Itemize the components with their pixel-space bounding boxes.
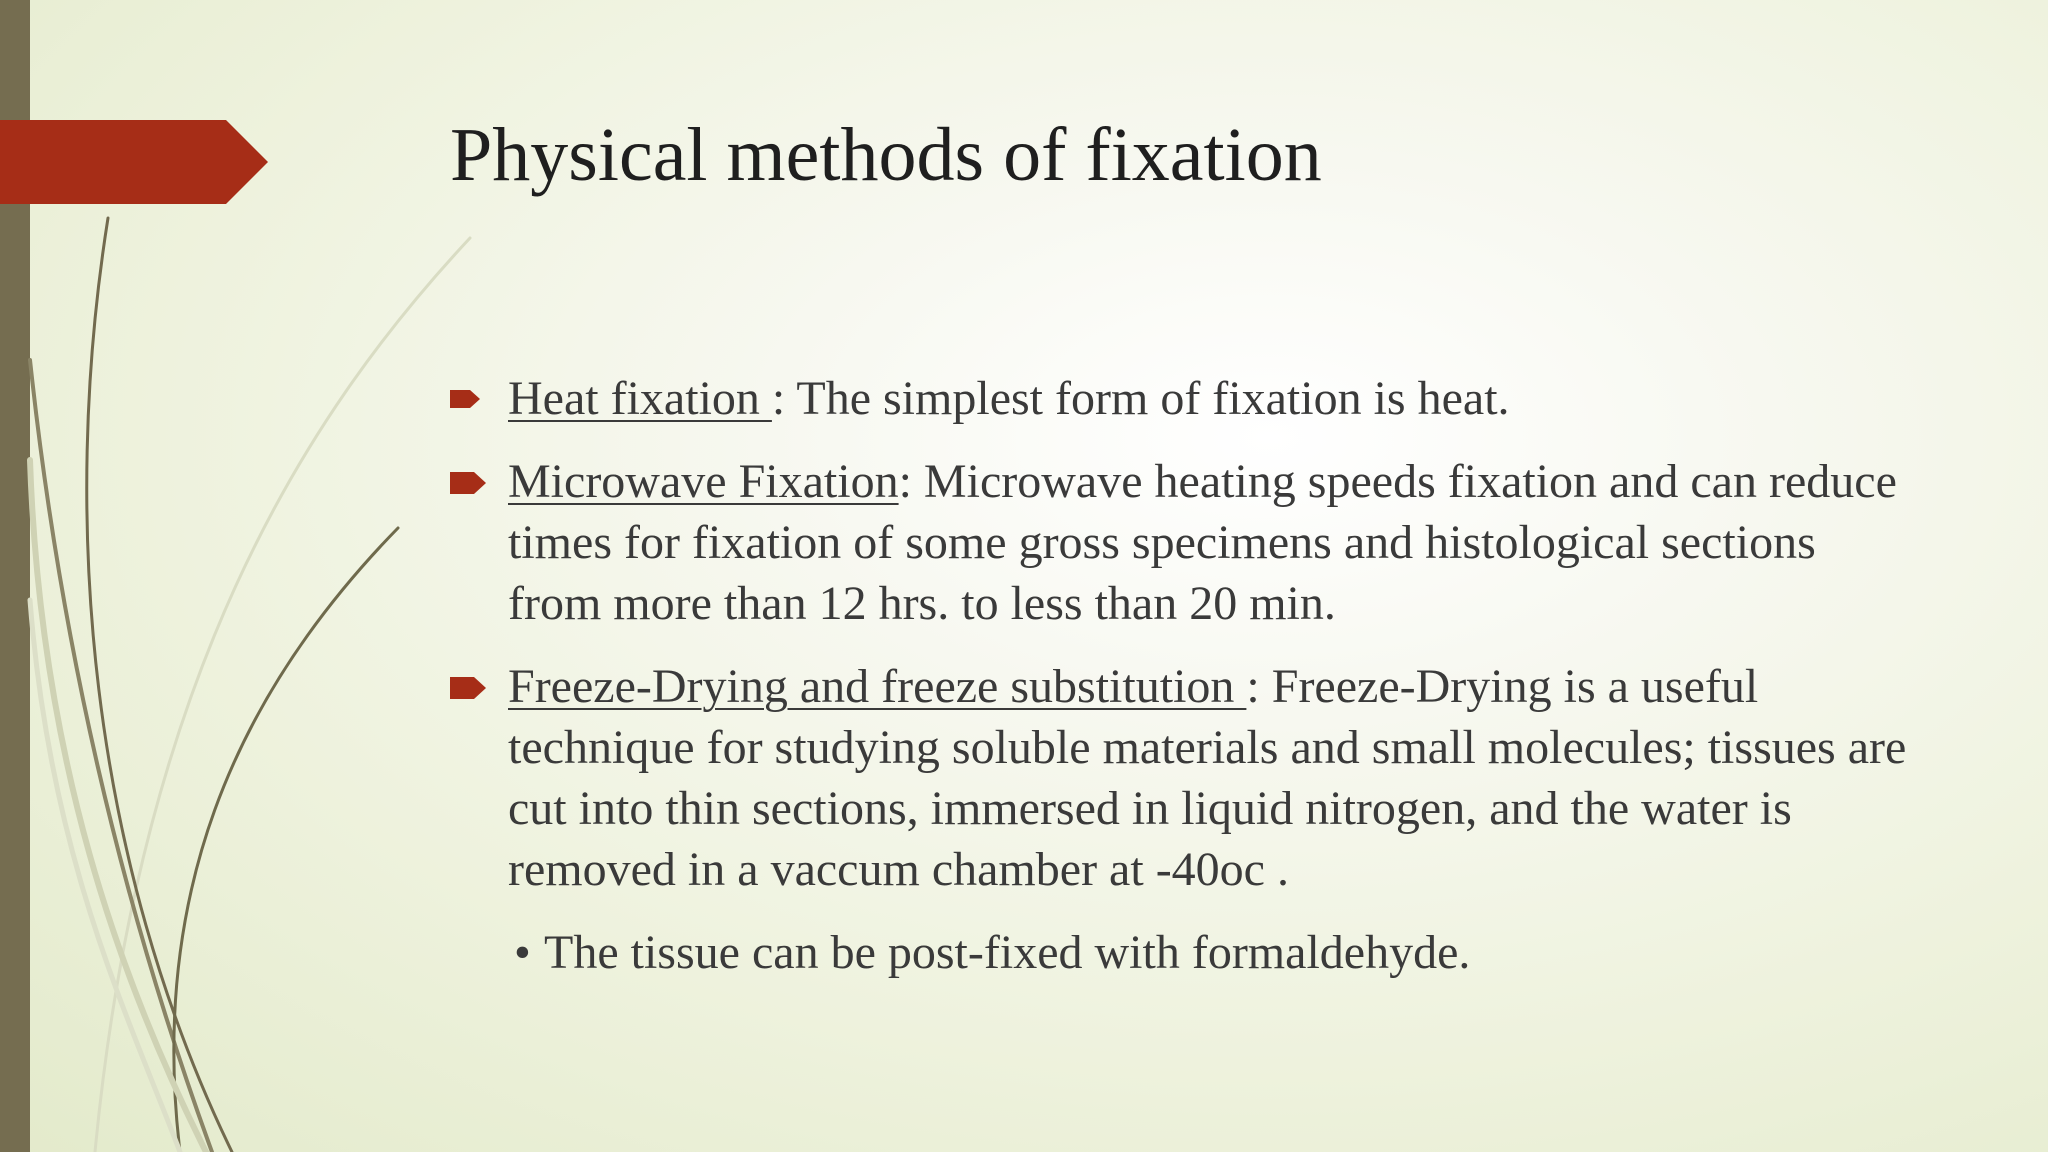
slide-title: Physical methods of fixation: [450, 113, 1322, 197]
arrow-bullet-icon: [450, 390, 480, 408]
bullet-heat-fixation: [450, 368, 1910, 429]
dot-bullet-icon: •: [514, 926, 531, 979]
bullet-term: Microwave Fixation: [508, 455, 899, 508]
bullet-freeze-drying: [450, 656, 1910, 900]
title-arrow-flag: [0, 120, 268, 204]
sub-bullet-text: The tissue can be post-fixed with formaldehyde.: [544, 926, 1471, 979]
bullet-text: : The simplest form of fixation is heat.: [771, 372, 1510, 425]
bullet-text: : Microwave heating speeds fixation and can reduce times for fixation of some gross specimens and histological sections from more than 12 hrs. to less than 20 min.: [508, 455, 1897, 630]
slide-content: [450, 368, 1910, 983]
arrow-bullet-icon: [450, 472, 486, 494]
bullet-text: : Freeze-Drying is a useful technique for studying soluble materials and small molecules; tissues are cut into thin sections, immersed in liquid nitrogen, and the water is removed in a vaccum chamber at -40oc .: [508, 660, 1907, 896]
bullet-term: Heat fixation: [508, 372, 772, 425]
bullet-term: Freeze-Drying and freeze substitution: [508, 660, 1247, 713]
sub-bullet-post-fixed: [450, 922, 1910, 983]
bullet-microwave-fixation: [450, 451, 1910, 634]
arrow-bullet-icon: [450, 677, 486, 699]
